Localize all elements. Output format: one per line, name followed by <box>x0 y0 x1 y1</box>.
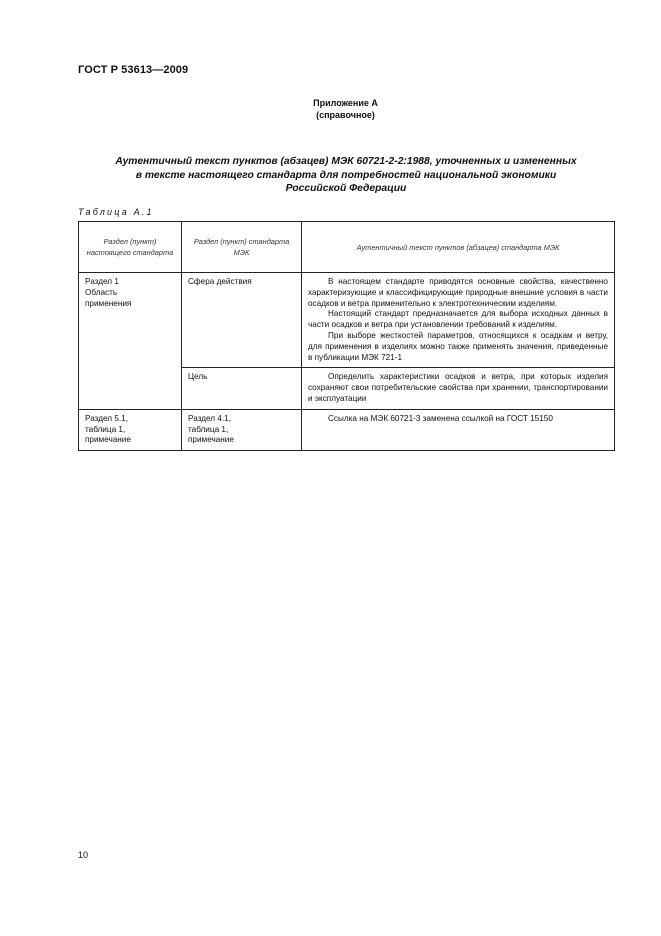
cell-line: применения <box>85 298 132 308</box>
heading-line-1: Аутентичный текст пунктов (абзацев) МЭК 60721-2-2:1988, уточненных и измененных <box>115 156 577 167</box>
text-paragraph: Определить характеристики осадков и ветра, при которых изделия сохраняют свои потребительские свойства при хранении, транспортировании и эксплуатации <box>308 372 608 403</box>
appendix-subtitle: (справочное) <box>316 110 375 120</box>
table-cell-authentic-text <box>302 409 615 450</box>
table-row <box>79 409 615 450</box>
appendix-title: Приложение А <box>313 98 378 108</box>
cell-line: Область <box>85 287 118 297</box>
column-header-authentic-text: Аутентичный текст пунктов (абзацев) стандарта МЭК <box>302 222 615 273</box>
appendix-heading <box>78 155 614 196</box>
column-header-national-section: Раздел (пункт) настоящего стандарта <box>79 222 182 273</box>
standard-code: ГОСТ Р 53613—2009 <box>78 64 189 76</box>
column-header-iec-section: Раздел (пункт) стандарта МЭК <box>182 222 302 273</box>
table-cell-national-section <box>79 409 182 450</box>
heading-line-3: Российской Федерации <box>285 183 407 194</box>
table-cell-iec-section <box>182 409 302 450</box>
table-cell-iec-section: Цель <box>182 368 302 409</box>
table-cell-iec-section: Сфера действия <box>182 273 302 368</box>
cell-line: примечание <box>85 435 131 445</box>
correspondence-table <box>78 221 615 451</box>
cell-line: Раздел 4.1, <box>188 413 231 423</box>
cell-line: Раздел 1 <box>85 277 119 286</box>
table-row <box>79 273 615 368</box>
text-paragraph: При выборе жесткостей параметров, относящихся к осадкам и ветру, для применения в изделиях можно также применять значения, приведенные в публикации МЭК 721-1 <box>308 330 608 362</box>
heading-line-2: в тексте настоящего стандарта для потребностей национальной экономики <box>135 169 557 181</box>
text-paragraph: Ссылка на МЭК 60721-3 заменена ссылкой на ГОСТ 15150 <box>328 413 553 423</box>
table-cell-national-section <box>79 273 182 410</box>
cell-line: таблица 1, <box>188 424 229 434</box>
page-number: 10 <box>78 850 89 860</box>
table-caption: Таблица А.1 <box>78 207 154 217</box>
cell-line: Раздел 5.1, <box>85 413 128 423</box>
cell-line: примечание <box>188 435 234 445</box>
cell-line: таблица 1, <box>85 424 126 434</box>
text-paragraph: Настоящий стандарт предназначается для выбора исходных данных в части осадков и ветра при установлении требований к изделиям. <box>308 309 608 330</box>
table-cell-authentic-text <box>302 368 615 409</box>
table-cell-authentic-text <box>302 273 615 368</box>
appendix-label <box>0 97 661 121</box>
table-header-row <box>79 222 615 273</box>
text-paragraph: В настоящем стандарте приводятся основные свойства, качественно характеризующие и классифицирующие природные внешние условия в части осадков и ветра применительно к электротехническим изделиям. <box>308 277 608 308</box>
